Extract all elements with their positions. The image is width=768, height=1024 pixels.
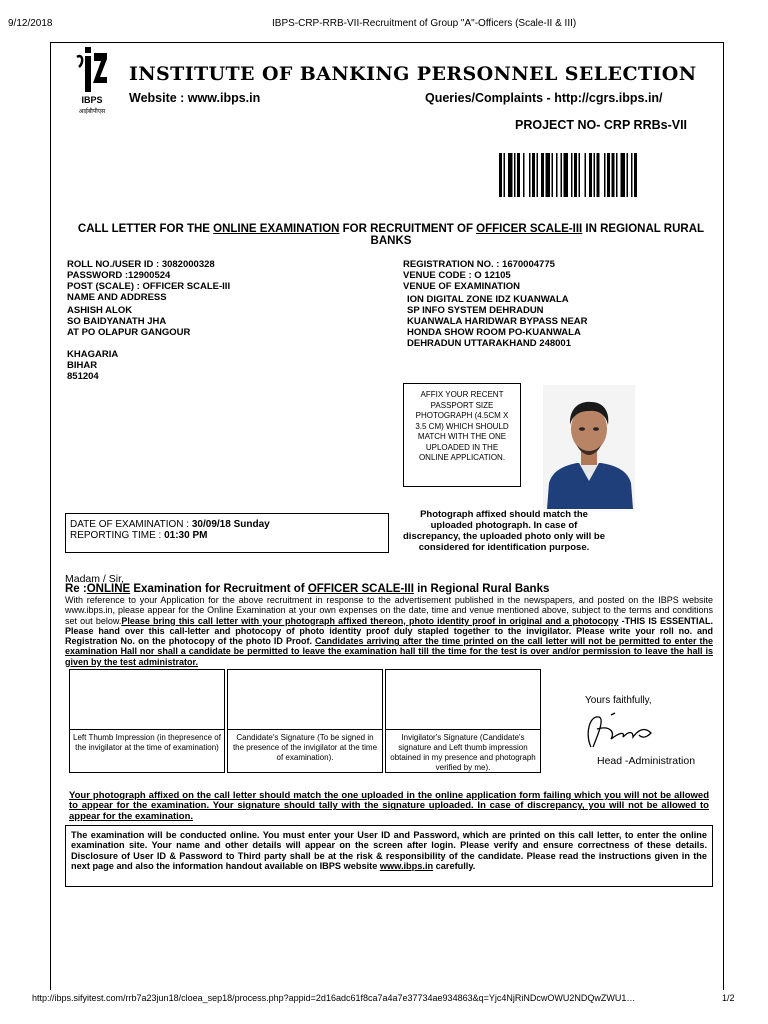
- candidate-signature-box: [227, 669, 383, 773]
- photo-note: Photograph affixed should match the uploaded photograph. In case of discrepancy, the uploaded photo only will be considered for identification purpose.: [403, 509, 605, 553]
- roll-number: ROLL NO./USER ID : 3082000328: [67, 259, 215, 270]
- print-title: IBPS-CRP-RRB-VII-Recruitment of Group "A"-Officers (Scale-II & III): [272, 18, 577, 29]
- address-line: BIHAR: [67, 360, 98, 371]
- signature-icon: [571, 707, 671, 755]
- browser-print-footer: [0, 990, 768, 1010]
- candidate-signature-caption: Candidate's Signature (To be signed in the presence of the invigilator at the time of examination).: [232, 733, 378, 762]
- reporting-time: 01:30 PM: [164, 530, 208, 541]
- candidate-photo: [543, 385, 635, 509]
- exam-date: 30/09/18 Sunday: [191, 519, 270, 530]
- address-line: SO BAIDYANATH JHA: [67, 316, 167, 327]
- call-letter-page: [50, 42, 724, 990]
- address-line: KHAGARIA: [67, 349, 119, 360]
- exam-date-label: DATE OF EXAMINATION :: [70, 519, 192, 530]
- venue-label: VENUE OF EXAMINATION: [403, 281, 520, 292]
- head-administration: Head -Administration: [597, 755, 696, 767]
- website: Website : www.ibps.in: [129, 91, 261, 105]
- reporting-time-label: REPORTING TIME :: [70, 530, 165, 541]
- call-letter-title: CALL LETTER FOR THE ONLINE EXAMINATION FOR RECRUITMENT OF OFFICER SCALE-III IN REGIONAL RURAL BANKS: [77, 223, 705, 247]
- print-date: 9/12/2018: [8, 18, 53, 29]
- browser-print-header: [0, 0, 768, 40]
- logo-subtext: आईबीपीएस: [78, 109, 106, 115]
- exam-schedule-box: [65, 513, 389, 553]
- password: PASSWORD :12900524: [67, 270, 171, 281]
- venue-line: SP INFO SYSTEM DEHRADUN: [407, 305, 544, 316]
- online-exam-info-box: The examination will be conducted online. You must enter your User ID and Password, which are printed on this call letter, to enter the online examination site. Your name and other details will appear on the screen after login. Please verify and ensure correctness of these details. Disclosure of User ID & Password to Third party shall be at the risk & responsibility of the candidate. Please read the instructions given in the next page and also the information handout available on IBPS website www.ibps.in carefully.: [65, 825, 713, 887]
- salutation: Madam / Sir,: [65, 573, 124, 585]
- ibps-logo: [75, 47, 107, 117]
- photo-warning: Your photograph affixed on the call letter should match the one uploaded in the online application form failing which you will not be allowed to appear for the examination. Your signature should tally with the signature uploaded. In case of discrepancy, you will not be allowed to appear for the examination.: [69, 790, 709, 822]
- venue-line: ION DIGITAL ZONE IDZ KUANWALA: [407, 294, 569, 305]
- print-url: http://ibps.sifyitest.com/rrb7a23jun18/cloea_sep18/process.php?appid=2d16adc61f8ca7a4a7e37734ae934863&q=Yjc4NjRiNDcwOWU2NDQwZWU1…: [32, 993, 636, 1003]
- photo-instruction-box: AFFIX YOUR RECENT PASSPORT SIZE PHOTOGRAPH (4.5CM X 3.5 CM) WHICH SHOULD MATCH WITH THE ONE UPLOADED IN THE ONLINE APPLICATION.: [403, 383, 521, 487]
- print-page-number: 1/2: [722, 993, 735, 1003]
- subject-line: Re :ONLINE Examination for Recruitment of OFFICER SCALE-III in Regional Rural Banks: [65, 583, 550, 595]
- registration-number: REGISTRATION NO. : 1670004775: [403, 259, 555, 270]
- ibps-logo-icon: [75, 47, 109, 95]
- venue-line: KUANWALA HARIDWAR BYPASS NEAR: [407, 316, 588, 327]
- logo-text: IBPS: [81, 95, 103, 105]
- venue-line: HONDA SHOW ROOM PO-KUANWALA: [407, 327, 581, 338]
- ibps-link[interactable]: www.ibps.in: [379, 860, 434, 871]
- venue-line: DEHRADUN UTTARAKHAND 248001: [407, 338, 571, 349]
- queries-link: Queries/Complaints - http://cgrs.ibps.in/: [425, 91, 663, 105]
- address-line: AT PO OLAPUR GANGOUR: [67, 327, 191, 338]
- name-address-label: NAME AND ADDRESS: [67, 292, 167, 303]
- invigilator-signature-caption: Invigilator's Signature (Candidate's signature and Left thumb impression obtained in my presence and photograph verified by me).: [390, 733, 536, 772]
- venue-details: [403, 259, 588, 349]
- thumb-caption: Left Thumb Impression (in thepresence of the invigilator at the time of examination): [73, 733, 221, 752]
- yours-faithfully: Yours faithfully,: [585, 695, 652, 706]
- candidate-details: [67, 259, 230, 382]
- address-line: 851204: [67, 371, 99, 382]
- project-number: PROJECT NO- CRP RRBs-VII: [515, 118, 688, 132]
- invigilator-signature-box: [385, 669, 541, 773]
- post-scale: POST (SCALE) : OFFICER SCALE-III: [67, 281, 231, 292]
- candidate-name: ASHISH ALOK: [67, 305, 133, 316]
- barcode-icon: [499, 153, 691, 197]
- venue-code: VENUE CODE : O 12105: [403, 270, 511, 281]
- thumb-impression-box: [69, 669, 225, 773]
- instructions-paragraph: With reference to your Application for the above recruitment in response to the advertisement published in the newspapers, and posted on the IBPS website www.ibps.in, please appear for the Online Examination at your own expenses on the date, time and venue mentioned above, subject to the terms and conditions set out below.Please bring this call letter with your photograph affixed thereon, photo identity proof in original and a photocopy -THIS IS ESSENTIAL. Please hand over this call-letter and photocopy of photo identity proof duly stapled together to the invigilator. Please write your roll no. and Registration No. on the photocopy of the photo ID Proof. Candidates arriving after the time printed on the call letter will not be permitted to enter the examination Hall nor shall a candidate be permitted to leave the examination hall till the time for the test is over and/or permission to leave the hall is given by the test administrator.: [65, 595, 714, 667]
- org-name: INSTITUTE OF BANKING PERSONNEL SELECTION: [129, 63, 697, 85]
